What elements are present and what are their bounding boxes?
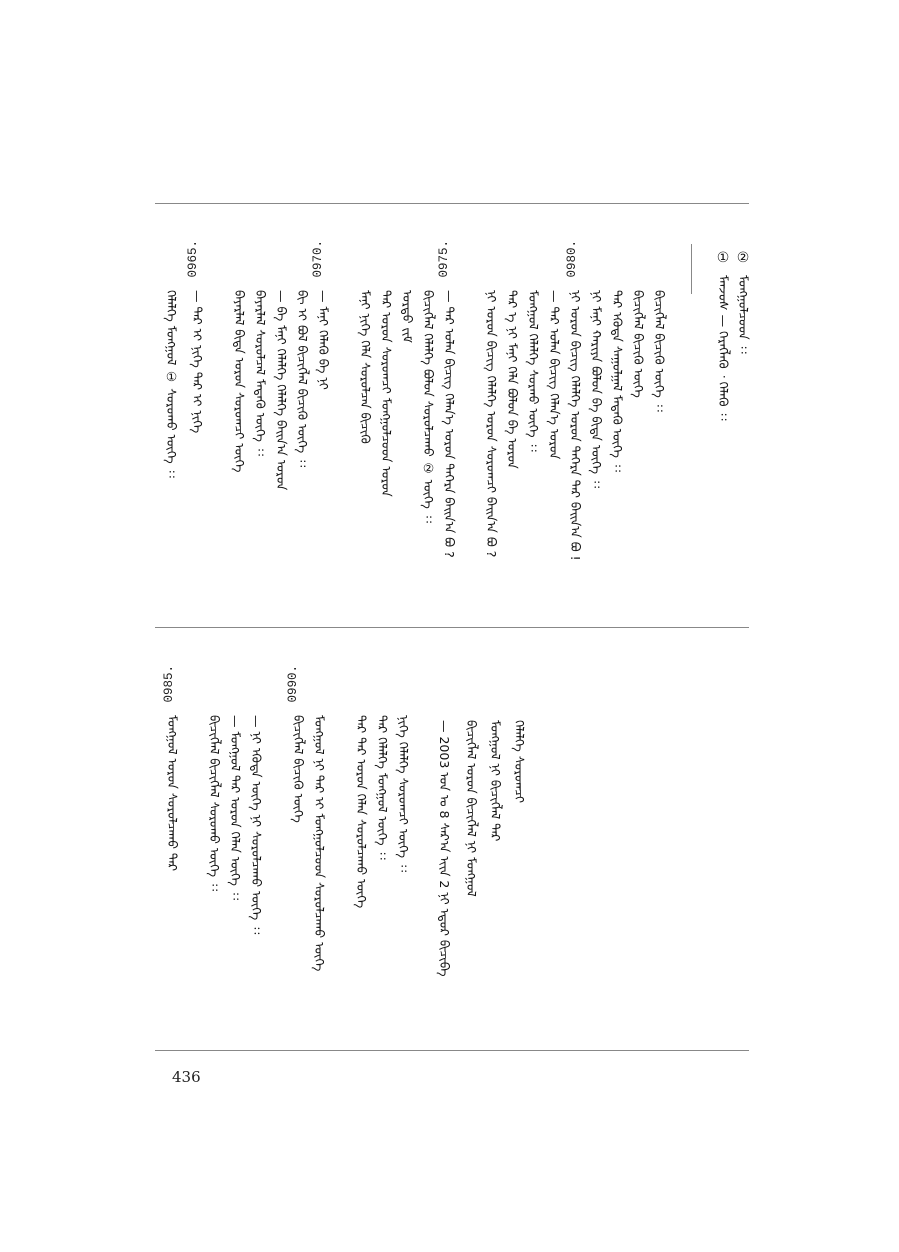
footnote-marker-2: ② [735, 250, 751, 267]
line-number-0975: 0975. [437, 240, 451, 278]
text-line: ᠬᠡᠯᠡᠯᠭᠡ ᠮᠣᠩᠭᠣᠯ ① ᠰᠤᠷᠤᠬᠤ ᠦᠭᠡ ᠄᠄ [164, 290, 179, 478]
text-line: ᠪᠢᠴᠢᠭᠯᠡᠯ ᠪᠢᠴᠢᠬᠦ ᠦᠭᠡ ᠄᠄ [652, 290, 667, 412]
text-line: ᠲᠡᠷ ᠡᠭᠦᠳᠡ ᠰᠠᠭᠤᠯᠭᠠᠯ ᠮᠡᠳᠡᠬᠦ ᠦᠭᠡ ᠄᠄ [610, 290, 625, 472]
text-line: ᠲᠡᠷ ᠲᠡᠷ ᠣᠷᠣᠨ ᠬᠡᠯᠡᠨ ᠰᠤᠷᠤᠯᠴᠠᠬᠤ ᠦᠭᠡ [354, 715, 369, 909]
text-line: — ᠮᠣᠩᠭᠣᠯ ᠲᠡᠷ ᠣᠷᠣᠨ ᠬᠡᠯᠡᠨ ᠦᠭᠡ ᠄᠄ [228, 715, 243, 901]
text-line: ᠪᠢᠴᠢᠭᠯᠡᠯ ᠪᠢᠴᠢᠬᠦ ᠦᠭᠡ [631, 290, 646, 398]
line-number-0980: 0980. [565, 240, 579, 278]
middle-rule [155, 627, 749, 628]
text-line: ᠮᠣᠩᠭᠣᠯ ᠨᠢ ᠲᠡᠷ ᠢ ᠮᠣᠩᠭᠣᠯᠴᠤᠳ ᠰᠤᠷᠤᠯᠴᠠᠬᠤ ᠦᠭᠡ [312, 715, 327, 972]
text-line: ᠲᠡᠷ ᠬᠡᠯᠡᠯᠭᠡ ᠮᠣᠩᠭᠣᠯ ᠦᠭᠡ ᠄᠄ [375, 715, 390, 860]
text-line: ᠲᠡᠷ ᠡ ᠨᠢ ᠮᠠᠨᠢ ᠬᠡᠯᠡ ᠪᠣᠯᠤᠨ ᠪᠠ ᠣᠷᠣᠨ [505, 290, 520, 469]
text-line: — ᠨᠢ ᠡᠭᠦᠳᠡ ᠦᠭᠡ ᠨᠢ ᠰᠤᠷᠤᠯᠴᠠᠬᠤ ᠦᠭᠡ ᠄᠄ [249, 715, 264, 935]
text-line: ᠨᠢᠭᠡ ᠬᠡᠯᠡᠯᠭᠡ ᠰᠤᠷᠤᠭᠴᠢ ᠦᠭᠡ ᠄᠄ [396, 715, 411, 873]
text-line: ᠮᠣᠩᠭᠣᠯ ᠬᠡᠯᠡᠯᠭᠡ ᠰᠤᠷᠬᠤ ᠦᠭᠡ ᠄᠄ [526, 290, 541, 452]
text-line: ᠨᠢ ᠣᠷᠣᠨ ᠪᠢᠴᠢᠭ ᠬᠡᠯᠡᠯᠭᠡ ᠣᠷᠣᠨ ᠳᠡᠭᠡᠷᠡ ᠲᠡᠷ ᠪᠠᠢᠨ᠎ᠠ ᠪᠣ ! [568, 290, 583, 561]
text-line: ᠨᠢ ᠮᠠᠨᠢ ᠬᠠᠷᠢᠶᠠ ᠪᠣᠯᠤᠨ ᠪᠠ ᠪᠢᠳᠡ ᠦᠭᠡ ᠄᠄ [589, 290, 604, 489]
text-line: — ᠲᠡᠷ ᠣᠯᠠᠨ ᠪᠢᠴᠢᠭ ᠬᠡᠯᠡᠨ᠎ᠡ ᠣᠷᠣᠨ [547, 290, 562, 460]
text-line: ᠪᠠᠶᠠᠷᠯᠠᠯ ᠰᠤᠷᠤᠯᠴᠠᠯ ᠮᠡᠳᠡᠬᠦ ᠦᠭᠡ ᠄᠄ [253, 290, 268, 456]
poem-line: ᠬᠡᠯᠡᠯᠭᠡ ᠰᠤᠷᠤᠭᠴᠢ [512, 720, 527, 804]
date-line: — 2003 ᠣᠨ ᠤ 8 ᠰᠠᠷ᠎ᠠ ᠢᠢᠨ 2 ᠨᠢ ᠡᠳᠦᠷ ᠪᠢᠴᠢᠪᠡ [437, 720, 452, 977]
text-line: — ᠮᠠᠨᠢ ᠬᠡᠯᠡᠬᠦ ᠪᠠ ᠨᠢ [316, 290, 331, 390]
poem-line: ᠪᠢᠴᠢᠭᠯᠡᠯ ᠣᠷᠣᠨ ᠪᠢᠴᠢᠭᠯᠡᠯ ᠨᠢ ᠮᠣᠩᠭᠣᠯ [464, 720, 479, 897]
line-number-0965: 0965. [186, 240, 200, 278]
line-number-0985: 0985. [162, 665, 176, 703]
line-number-0990: 0990. [286, 665, 300, 703]
footnote-separator [691, 244, 692, 294]
text-line: ᠪᠠᠶᠠᠷᠯᠠᠯ ᠪᠢᠳᠡ ᠣᠷᠣᠨ ᠰᠤᠷᠤᠭᠴᠢ ᠦᠭᠡ [232, 290, 247, 473]
text-line: ᠨᠢ ᠣᠷᠣᠨ ᠪᠢᠴᠢᠭ ᠬᠡᠯᠡᠯᠭᠡ ᠣᠷᠣᠨ ᠰᠤᠷᠤᠭᠴᠢ ᠪᠠᠢᠨ᠎ᠠ ᠪᠣ ? [484, 290, 499, 558]
text-line: ᠪᠢᠴᠢᠭᠯᠡᠯ ᠬᠡᠯᠡᠯᠭᠡ ᠪᠣᠯᠤᠨ ᠰᠤᠷᠤᠯᠴᠠᠬᠤ ② ᠦᠭᠡ ᠄᠄ [421, 290, 436, 523]
text-line: — ᠲᠡᠷ ᠢ ᠨᠢᠭᠡ ᠲᠡᠷ ᠢ ᠨᠢᠭᠡ [190, 290, 205, 434]
text-line: — ᠲᠡᠷ ᠣᠯᠠᠨ ᠪᠢᠴᠢᠭ ᠬᠡᠯᠡᠨ᠎ᠡ ᠣᠷᠣᠨ ᠳᠡᠭᠡᠷᠡ ᠪᠠᠢᠨ᠎ᠠ ᠪᠣ ? [442, 290, 457, 558]
bottom-rule [155, 1050, 749, 1051]
footnote-2: ᠮᠠᠨᠵᠤᠰ — ᠬᠡᠷᠡᠭᠯᠡᠬᠦ ᠂ ᠬᠡᠯᠡᠬᠦ ᠄᠄ [716, 275, 731, 421]
text-line: ᠤᠷᠲᠤ ᠵᠢᠮ [400, 290, 415, 343]
text-line: ᠲᠡᠷ ᠣᠷᠣᠨ ᠰᠤᠷᠤᠭᠴᠢ ᠮᠣᠩᠭᠣᠯᠴᠤᠳ ᠣᠷᠣᠨ [379, 290, 394, 497]
text-line: — ᠪᠠ ᠮᠠᠨᠢ ᠬᠡᠯᠡᠯᠭᠡ ᠬᠡᠯᠡᠯᠭᠡ ᠪᠠᠢᠨ᠎ᠠ ᠣᠷᠣᠨ [274, 290, 289, 491]
poem-line: ᠮᠣᠩᠭᠣᠯ ᠨᠢ ᠪᠢᠴᠢᠭᠯᠡᠯ ᠲᠡᠷ [488, 720, 503, 842]
page-number: 436 [172, 1068, 201, 1086]
text-line: ᠮᠣᠩᠭᠣᠯ ᠣᠷᠣᠨ ᠰᠤᠷᠤᠯᠴᠠᠬᠤ ᠲᠡᠷ [165, 715, 180, 872]
footnote-1: ᠮᠣᠩᠭᠣᠯᠴᠤᠳ ᠄᠄ [736, 275, 751, 354]
text-line: ᠪᠢᠴᠢᠭᠯᠡᠯ ᠪᠢᠴᠢᠭᠯᠡᠯ ᠰᠤᠷᠤᠬᠤ ᠦᠭᠡ ᠄᠄ [207, 715, 222, 892]
footnote-marker-1: ① [715, 250, 731, 267]
text-line: ᠮᠠᠨᠢ ᠨᠢᠭᠡ ᠬᠡᠯᠡ ᠰᠤᠷᠤᠯᠴᠠᠨ ᠪᠢᠴᠢᠬᠦ [358, 290, 373, 444]
text-line: ᠪᠢ ᠢ ᠪᠣᠯ ᠪᠢᠴᠢᠭᠯᠡᠯ ᠪᠢᠴᠢᠬᠦ ᠦᠭᠡ ᠄᠄ [295, 290, 310, 468]
text-line: ᠪᠢᠴᠢᠭᠯᠡᠯ ᠪᠢᠴᠢᠬᠦ ᠦᠭᠡ [291, 715, 306, 823]
top-rule [155, 203, 749, 204]
line-number-0970: 0970. [311, 240, 325, 278]
